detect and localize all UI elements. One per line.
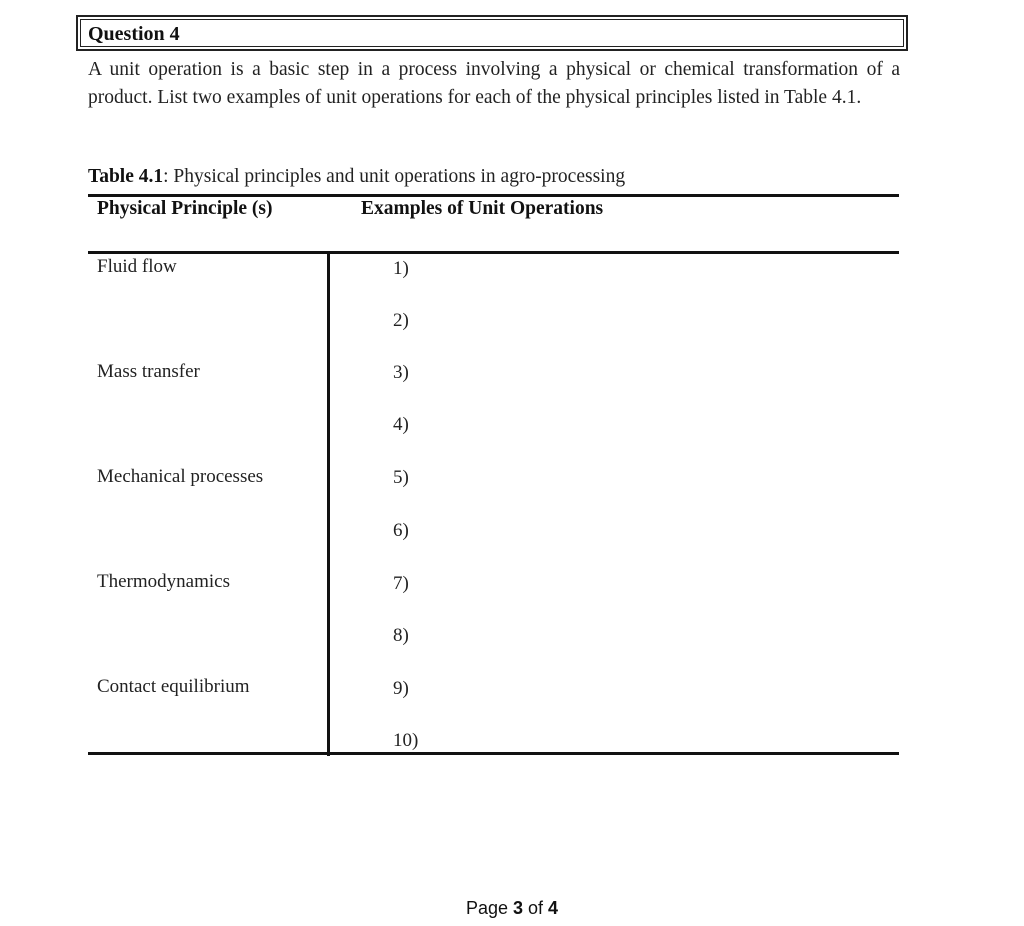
page-middle: of [523,898,549,918]
table-caption-text: : Physical principles and unit operations in agro-processing [163,166,626,187]
example-number-4: 4) [393,414,409,435]
example-number-6: 6) [393,520,409,541]
principle-contact-equilibrium: Contact equilibrium [97,676,250,697]
table-bottom-rule [88,752,899,755]
question-header-inner-border [80,19,904,47]
page-current: 3 [513,898,524,918]
question-header-box [76,15,908,51]
table-header-rule [88,251,899,254]
example-number-9: 9) [393,678,409,699]
table-top-rule [88,194,899,197]
table-caption [88,166,625,188]
question-text: A unit operation is a basic step in a process involving a physical or chemical transformation of a product. List two examples of unit operations for each of the physical principles listed in Table 4.1. [88,59,900,108]
example-number-7: 7) [393,573,409,594]
principle-fluid-flow: Fluid flow [97,256,177,277]
example-number-3: 3) [393,362,409,383]
page-footer [0,898,1024,919]
example-number-2: 2) [393,310,409,331]
principle-mechanical-processes: Mechanical processes [97,466,264,487]
page-total: 4 [548,898,559,918]
example-number-10: 10) [393,730,419,751]
example-number-5: 5) [393,467,409,488]
page-prefix: Page [465,898,513,918]
principle-mass-transfer: Mass transfer [97,361,200,382]
principle-thermodynamics: Thermodynamics [97,571,230,592]
question-title: Question 4 [88,23,180,45]
column-header-principle: Physical Principle (s) [97,198,273,219]
column-header-examples: Examples of Unit Operations [361,198,604,219]
example-number-8: 8) [393,625,409,646]
example-number-1: 1) [393,258,409,279]
table-column-divider [327,251,330,756]
table-caption-label: Table 4.1 [88,166,164,187]
